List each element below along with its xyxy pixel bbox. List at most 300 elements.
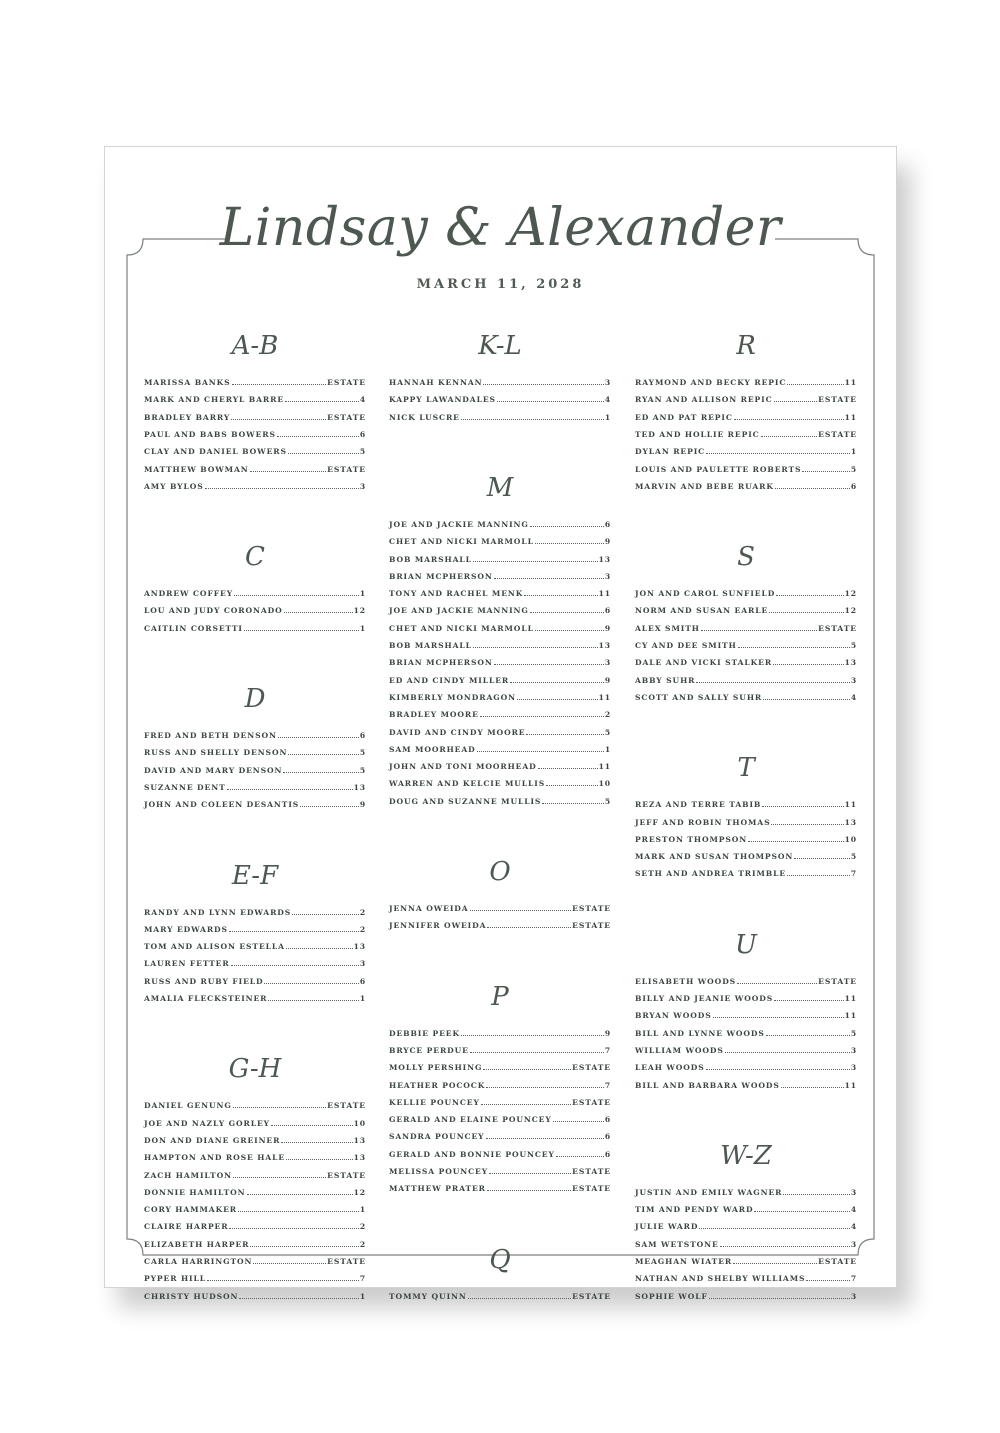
- guest-name: SANDRA POUNCEY: [389, 1132, 485, 1142]
- guest-row: [144, 1168, 366, 1180]
- guest-row: [635, 832, 857, 844]
- table-assignment: ESTATE: [818, 395, 857, 405]
- letter-heading: D: [244, 684, 266, 714]
- guest-row: [635, 815, 857, 827]
- guest-name: MARVIN AND BEBE RUARK: [635, 481, 774, 491]
- guest-row: [144, 444, 366, 456]
- dot-leader: [486, 1086, 604, 1088]
- dot-leader: [231, 418, 326, 420]
- table-assignment: 6: [850, 481, 857, 491]
- dot-leader: [713, 1016, 844, 1018]
- table-assignment: 1: [359, 1291, 366, 1301]
- table-assignment: 6: [604, 606, 611, 616]
- dot-leader: [292, 913, 359, 915]
- guest-row: [144, 763, 366, 775]
- guest-row: [144, 621, 366, 633]
- guest-name: HANNAH KENNAN: [389, 378, 483, 387]
- guest-name: MARK AND SUSAN THOMPSON: [635, 852, 794, 862]
- table-assignment: ESTATE: [327, 378, 366, 387]
- guest-row: [635, 638, 857, 650]
- table-assignment: 2: [359, 907, 366, 917]
- dot-leader: [530, 525, 604, 527]
- guest-name: DAVID AND MARY DENSON: [144, 765, 283, 775]
- guest-name: SUZANNE DENT: [144, 782, 226, 792]
- guest-row: [389, 586, 611, 598]
- dot-leader: [483, 383, 603, 385]
- dot-leader: [281, 1141, 352, 1143]
- guest-row: [635, 991, 857, 1003]
- dot-leader: [762, 805, 843, 807]
- dot-leader: [720, 1245, 850, 1247]
- table-assignment: 5: [850, 852, 857, 862]
- guest-row: [144, 1185, 366, 1197]
- guest-row: [389, 690, 611, 702]
- guest-name: NATHAN AND SHELBY WILLIAMS: [635, 1274, 806, 1284]
- dot-leader: [253, 1262, 326, 1264]
- dot-leader: [233, 1176, 326, 1178]
- letter-heading: S: [737, 542, 755, 573]
- dot-leader: [734, 418, 844, 420]
- guest-name: LEAH WOODS: [635, 1063, 705, 1073]
- table-assignment: 12: [844, 589, 857, 599]
- table-assignment: 6: [604, 1132, 611, 1142]
- dot-leader: [232, 383, 327, 385]
- dot-leader: [234, 594, 359, 596]
- table-assignment: 9: [604, 537, 611, 547]
- table-assignment: 11: [844, 1080, 857, 1090]
- dot-leader: [468, 1297, 571, 1299]
- guest-name: ELISABETH WOODS: [635, 976, 737, 986]
- dot-leader: [250, 470, 327, 472]
- dot-leader: [207, 1279, 359, 1281]
- guest-name: WILLIAM WOODS: [635, 1045, 724, 1055]
- guest-row: [144, 375, 366, 387]
- guest-name: ABBY SUHR: [635, 675, 696, 685]
- guest-name: BRYCE PERDUE: [389, 1045, 469, 1055]
- guest-name: JENNIFER OWEIDA: [389, 921, 487, 931]
- guest-name: BRIAN MCPHERSON: [389, 658, 493, 668]
- guest-name: LOUIS AND PAULETTE ROBERTS: [635, 464, 802, 474]
- dot-leader: [706, 1068, 850, 1070]
- dot-leader: [748, 840, 843, 842]
- letter-heading: G-H: [228, 1054, 282, 1085]
- guest-row: [635, 1237, 857, 1249]
- guest-name: MATTHEW BOWMAN: [144, 464, 249, 474]
- guest-row: [635, 1078, 857, 1090]
- table-assignment: 10: [598, 779, 611, 789]
- guest-row: [635, 797, 857, 809]
- guest-row: [389, 1095, 611, 1107]
- guest-name: BOB MARSHALL: [389, 641, 472, 650]
- dot-leader: [706, 452, 850, 454]
- guest-name: CHET AND NICKI MARMOLL: [389, 623, 534, 633]
- letter-heading: R: [736, 331, 756, 361]
- guest-name: MELISSA POUNCEY: [389, 1167, 489, 1176]
- dot-leader: [231, 964, 359, 966]
- table-assignment: 7: [850, 1274, 857, 1284]
- table-assignment: 1: [359, 589, 366, 599]
- guest-row: [635, 1185, 857, 1197]
- table-assignment: 9: [359, 800, 366, 810]
- guest-name: DANIEL GENUNG: [144, 1101, 232, 1111]
- dot-leader: [227, 788, 353, 790]
- dot-leader: [763, 698, 850, 700]
- guest-name: MARY EDWARDS: [144, 924, 228, 934]
- guest-row: [389, 1026, 611, 1038]
- guest-name: TED AND HOLLIE REPIC: [635, 429, 760, 439]
- guest-name: TIM AND PENDY WARD: [635, 1205, 754, 1215]
- guest-row: [144, 1219, 366, 1231]
- guest-name: ED AND PAT REPIC: [635, 412, 733, 422]
- guest-row: [635, 849, 857, 861]
- letter-heading: M: [486, 472, 514, 503]
- table-assignment: 13: [598, 554, 611, 564]
- guest-row: [635, 392, 857, 404]
- table-assignment: 4: [850, 692, 857, 702]
- guest-name: DON AND DIANE GREINER: [144, 1135, 281, 1145]
- table-assignment: ESTATE: [327, 1101, 366, 1111]
- guest-row: [389, 1289, 611, 1301]
- dot-leader: [738, 646, 850, 648]
- guest-name: KIMBERLY MONDRAGON: [389, 692, 516, 702]
- guest-name: BRADLEY BARRY: [144, 412, 231, 422]
- guest-name: JOHN AND TONI MOORHEAD: [389, 762, 537, 772]
- guest-name: MATTHEW PRATER: [389, 1184, 486, 1194]
- dot-leader: [286, 1158, 353, 1160]
- table-assignment: 11: [598, 692, 611, 702]
- guest-name: BRADLEY MOORE: [389, 710, 479, 720]
- dot-leader: [288, 753, 359, 755]
- dot-leader: [774, 400, 818, 402]
- dot-leader: [517, 698, 598, 700]
- table-assignment: ESTATE: [818, 623, 857, 633]
- guest-name: CAITLIN CORSETTI: [144, 623, 243, 633]
- table-assignment: ESTATE: [327, 1170, 366, 1180]
- guest-row: [635, 603, 857, 615]
- table-assignment: ESTATE: [818, 976, 857, 986]
- guest-name: BRYAN WOODS: [635, 1011, 712, 1021]
- guest-row: [635, 462, 857, 474]
- table-assignment: 12: [353, 1187, 366, 1197]
- table-assignment: 9: [604, 623, 611, 633]
- table-assignment: 6: [604, 519, 611, 529]
- dot-leader: [546, 784, 598, 786]
- table-assignment: 5: [604, 796, 611, 806]
- table-assignment: 13: [844, 658, 857, 668]
- guest-name: NORM AND SUSAN EARLE: [635, 606, 769, 616]
- guest-name: MARK AND CHERYL BARRE: [144, 395, 285, 405]
- dot-leader: [487, 926, 571, 928]
- guest-name: HEATHER POCOCK: [389, 1080, 486, 1090]
- guest-row: [389, 534, 611, 546]
- guest-row: [144, 1150, 366, 1162]
- guest-name: JON AND CAROL SUNFIELD: [635, 589, 776, 599]
- letter-heading: Q: [489, 1244, 511, 1275]
- guest-row: [389, 707, 611, 719]
- guest-name: HAMPTON AND ROSE HALE: [144, 1153, 286, 1163]
- guest-name: CHET AND NICKI MARMOLL: [389, 537, 534, 547]
- guest-name: SOPHIE WOLF: [635, 1291, 708, 1301]
- guest-row: [635, 1043, 857, 1055]
- letter-heading: U: [735, 929, 757, 960]
- table-assignment: 11: [844, 412, 857, 422]
- dot-leader: [494, 663, 604, 665]
- guest-row: [389, 517, 611, 529]
- guest-row: [144, 939, 366, 951]
- guest-name: JULIE WARD: [635, 1222, 699, 1232]
- dot-leader: [766, 1034, 850, 1036]
- letter-heading: C: [245, 542, 265, 573]
- guest-row: [389, 1147, 611, 1159]
- dot-leader: [787, 383, 843, 385]
- table-assignment: 3: [850, 1187, 857, 1197]
- table-assignment: ESTATE: [572, 904, 611, 913]
- table-assignment: 13: [598, 641, 611, 650]
- guest-name: JENNA OWEIDA: [389, 904, 469, 913]
- table-assignment: 3: [604, 378, 611, 387]
- guest-name: SAM WETSTONE: [635, 1239, 719, 1249]
- dot-leader: [497, 400, 604, 402]
- guest-row: [389, 375, 611, 387]
- dot-leader: [787, 874, 850, 876]
- guest-row: [389, 1112, 611, 1124]
- guest-row: [635, 410, 857, 422]
- guest-name: CHRISTY HUDSON: [144, 1291, 239, 1301]
- dot-leader: [229, 1227, 358, 1229]
- dot-leader: [461, 1034, 604, 1036]
- guest-row: [144, 780, 366, 792]
- dot-leader: [494, 577, 604, 579]
- guest-name: JOE AND JACKIE MANNING: [389, 606, 529, 616]
- dot-leader: [288, 452, 359, 454]
- table-assignment: 3: [604, 571, 611, 581]
- guest-name: LOU AND JUDY CORONADO: [144, 606, 283, 616]
- table-assignment: ESTATE: [818, 429, 857, 439]
- table-assignment: 13: [353, 782, 366, 792]
- guest-name: GERALD AND ELAINE POUNCEY: [389, 1115, 552, 1125]
- dot-leader: [271, 1124, 353, 1126]
- guest-row: [144, 974, 366, 986]
- guest-row: [144, 462, 366, 474]
- table-assignment: 1: [359, 623, 366, 633]
- guest-name: AMALIA FLECKSTEINER: [144, 994, 268, 1003]
- guest-name: KAPPY LAWANDALES: [389, 395, 496, 405]
- dot-leader: [535, 542, 604, 544]
- table-assignment: ESTATE: [818, 1257, 857, 1266]
- guest-name: DEBBIE PEEK: [389, 1028, 460, 1038]
- table-assignment: 7: [850, 869, 857, 879]
- guest-name: TONY AND RACHEL MENK: [389, 589, 524, 599]
- guest-row: [389, 742, 611, 754]
- guest-row: [144, 410, 366, 422]
- table-assignment: 6: [604, 1149, 611, 1159]
- dot-leader: [278, 736, 359, 738]
- guest-name: PRESTON THOMPSON: [635, 834, 748, 844]
- dot-leader: [794, 857, 850, 859]
- dot-leader: [737, 982, 817, 984]
- guest-row: [144, 905, 366, 917]
- dot-leader: [284, 611, 353, 613]
- table-assignment: 9: [604, 1028, 611, 1038]
- guest-row: [635, 866, 857, 878]
- dot-leader: [696, 681, 849, 683]
- guest-name: SETH AND ANDREA TRIMBLE: [635, 869, 787, 879]
- guest-name: REZA AND TERRE TABIB: [635, 800, 762, 810]
- dot-leader: [754, 1210, 849, 1212]
- dot-leader: [238, 1210, 359, 1212]
- dot-leader: [556, 1155, 604, 1157]
- dot-leader: [470, 909, 572, 911]
- dot-leader: [709, 1297, 850, 1299]
- guest-row: [635, 1026, 857, 1038]
- guest-name: BILL AND BARBARA WOODS: [635, 1080, 780, 1090]
- guest-name: NICK LUSCRE: [389, 412, 460, 422]
- guest-row: [144, 991, 366, 1003]
- guest-name: DALE AND VICKI STALKER: [635, 658, 773, 668]
- guest-name: RANDY AND LYNN EDWARDS: [144, 907, 292, 917]
- table-assignment: 2: [359, 1222, 366, 1232]
- guest-row: [635, 1271, 857, 1283]
- guest-name: AMY BYLOS: [144, 481, 204, 491]
- table-assignment: 4: [604, 395, 611, 405]
- table-assignment: 11: [598, 589, 611, 599]
- guest-name: DONNIE HAMILTON: [144, 1187, 246, 1197]
- table-assignment: 3: [850, 1063, 857, 1073]
- letter-heading: O: [489, 857, 511, 887]
- guest-name: LAUREN FETTER: [144, 959, 230, 969]
- dot-leader: [483, 1068, 571, 1070]
- dot-leader: [229, 930, 359, 932]
- dot-leader: [470, 1051, 604, 1053]
- guest-row: [389, 759, 611, 771]
- guest-name: JOE AND JACKIE MANNING: [389, 519, 529, 529]
- guest-row: [144, 1133, 366, 1145]
- dot-leader: [286, 947, 353, 949]
- guest-row: [389, 569, 611, 581]
- guest-row: [389, 1043, 611, 1055]
- guest-name: SAM MOORHEAD: [389, 744, 476, 754]
- table-assignment: 13: [353, 1135, 366, 1145]
- dot-leader: [250, 1245, 358, 1247]
- dot-leader: [781, 1086, 844, 1088]
- event-date: MARCH 11, 2028: [416, 277, 585, 292]
- table-assignment: 6: [359, 429, 366, 439]
- dot-leader: [806, 1279, 849, 1281]
- dot-leader: [477, 750, 604, 752]
- guest-name: CORY HAMMAKER: [144, 1205, 237, 1215]
- couple-names-title: Lindsay & Alexander: [219, 198, 782, 258]
- guest-row: [635, 1289, 857, 1301]
- table-assignment: ESTATE: [327, 1257, 366, 1266]
- table-assignment: ESTATE: [572, 1184, 611, 1194]
- dot-leader: [205, 487, 359, 489]
- table-assignment: 1: [359, 994, 366, 1003]
- dot-leader: [283, 771, 358, 773]
- guest-row: [389, 655, 611, 667]
- guest-row: [635, 655, 857, 667]
- guest-row: [144, 603, 366, 615]
- dot-leader: [526, 733, 603, 735]
- guest-row: [144, 1202, 366, 1214]
- table-assignment: 3: [850, 1045, 857, 1055]
- guest-row: [389, 1078, 611, 1090]
- guest-name: DOUG AND SUZANNE MULLIS: [389, 796, 542, 806]
- table-assignment: 7: [604, 1045, 611, 1055]
- guest-name: ZACH HAMILTON: [144, 1170, 232, 1180]
- guest-name: MOLLY PERSHING: [389, 1063, 483, 1073]
- table-assignment: 12: [353, 606, 366, 616]
- guest-name: SCOTT AND SALLY SUHR: [635, 692, 763, 702]
- guest-row: [389, 552, 611, 564]
- dot-leader: [773, 663, 844, 665]
- guest-name: BOB MARSHALL: [389, 554, 472, 564]
- guest-row: [635, 690, 857, 702]
- table-assignment: 10: [844, 834, 857, 844]
- dot-leader: [802, 470, 849, 472]
- dot-leader: [701, 629, 817, 631]
- table-assignment: 11: [844, 800, 857, 810]
- table-assignment: 2: [359, 1239, 366, 1249]
- guest-row: [389, 603, 611, 615]
- dot-leader: [247, 1193, 353, 1195]
- guest-row: [144, 1254, 366, 1266]
- table-assignment: 13: [844, 817, 857, 827]
- dot-leader: [481, 1103, 571, 1105]
- table-assignment: ESTATE: [572, 1063, 611, 1073]
- letter-heading: A-B: [231, 331, 279, 361]
- guest-row: [635, 444, 857, 456]
- guest-name: GERALD AND BONNIE POUNCEY: [389, 1149, 555, 1159]
- table-assignment: 7: [359, 1274, 366, 1284]
- guest-row: [389, 901, 611, 913]
- guest-row: [635, 621, 857, 633]
- dot-leader: [542, 802, 604, 804]
- dot-leader: [268, 999, 358, 1001]
- guest-row: [635, 1202, 857, 1214]
- guest-name: ED AND CINDY MILLER: [389, 675, 510, 685]
- guest-name: JOHN AND COLEEN DESANTIS: [144, 800, 300, 810]
- guest-row: [144, 479, 366, 491]
- guest-name: TOM AND ALISON ESTELLA: [144, 942, 285, 952]
- dot-leader: [775, 487, 850, 489]
- guest-row: [635, 1008, 857, 1020]
- guest-row: [389, 794, 611, 806]
- guest-row: [144, 728, 366, 740]
- guest-row: [635, 479, 857, 491]
- table-assignment: 11: [844, 1011, 857, 1021]
- guest-row: [635, 1254, 857, 1266]
- table-assignment: 5: [850, 641, 857, 650]
- guest-row: [144, 956, 366, 968]
- table-assignment: ESTATE: [327, 464, 366, 474]
- dot-leader: [233, 1106, 326, 1108]
- table-assignment: 6: [359, 731, 366, 740]
- dot-leader: [487, 1189, 571, 1191]
- dot-leader: [510, 681, 604, 683]
- guest-row: [389, 918, 611, 930]
- guest-row: [144, 586, 366, 598]
- table-assignment: ESTATE: [572, 1097, 611, 1107]
- guest-name: FRED AND BETH DENSON: [144, 731, 277, 740]
- guest-row: [389, 392, 611, 404]
- table-assignment: 13: [353, 1153, 366, 1163]
- dot-leader: [461, 418, 604, 420]
- dot-leader: [783, 1193, 849, 1195]
- table-assignment: 6: [604, 1115, 611, 1125]
- table-assignment: 7: [604, 1080, 611, 1090]
- table-assignment: 6: [359, 976, 366, 986]
- table-assignment: ESTATE: [327, 412, 366, 422]
